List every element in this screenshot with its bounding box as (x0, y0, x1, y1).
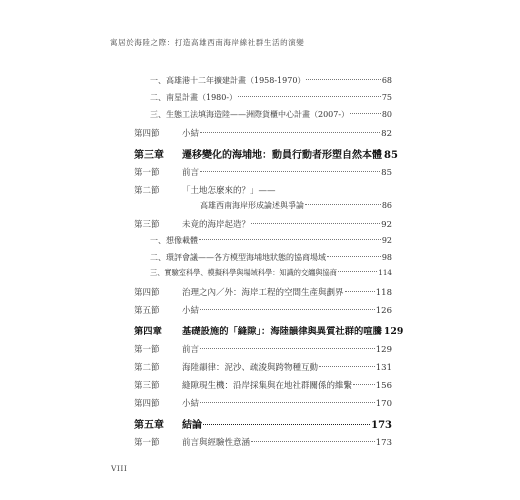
toc-entry-title: 治理之內／外：海岸工程的空間生產與劃界 (182, 288, 344, 298)
toc-entry-number: 第五節 (134, 306, 160, 316)
dot-leader (251, 223, 380, 224)
toc-entry (150, 75, 392, 86)
dot-leader (319, 366, 375, 367)
toc-entry-title: 小結 (182, 129, 200, 139)
dot-leader (238, 96, 381, 97)
toc-entry-page: 82 (381, 129, 392, 139)
toc-entry-page: 156 (375, 381, 392, 391)
toc-entry (150, 268, 392, 278)
toc-chapter (134, 323, 404, 337)
toc-entry-page: 86 (381, 201, 392, 210)
toc-entry-page: 170 (375, 399, 392, 409)
toc-entry (134, 184, 392, 196)
dot-leader (200, 402, 375, 403)
toc-entry-title: 一、想像載體 (150, 236, 198, 245)
dot-leader (338, 271, 377, 272)
toc-entry-title: 一、高雄港十二年擴建計畫（1958-1970） (150, 76, 306, 85)
toc-entry (134, 361, 392, 373)
toc-entry (134, 436, 392, 448)
toc-entry-title: 前言 (182, 345, 200, 355)
toc-chapter (134, 146, 398, 161)
toc-entry-number: 第三節 (134, 381, 160, 391)
dot-leader (199, 239, 381, 240)
toc-entry-page: 131 (375, 363, 392, 373)
dot-leader (353, 384, 375, 385)
toc-chapter-page: 85 (384, 150, 398, 161)
dot-leader (306, 79, 380, 80)
toc-chapter-page: 173 (371, 420, 392, 431)
dot-leader (200, 132, 380, 133)
toc-entry-page: 75 (381, 93, 392, 102)
toc-chapter-title: 結論 (182, 420, 202, 431)
toc-entry-title: 未竟的海岸起造？ (182, 220, 251, 230)
toc-entry (134, 166, 392, 178)
toc-entry (134, 218, 392, 230)
toc-entry-number: 第二節 (134, 363, 160, 373)
toc-entry-number: 第一節 (134, 168, 160, 178)
toc-entry (150, 92, 392, 103)
toc-entry-number: 第四節 (134, 129, 160, 139)
toc-entry-title: 海陸韻律：泥沙、疏浚與跨物種互動 (182, 363, 319, 373)
dot-leader (345, 291, 375, 292)
toc-entry-title: 高雄西南海岸形成論述與爭論 (200, 201, 304, 210)
toc-entry-page: 173 (375, 438, 392, 448)
toc-entry-number: 第二節 (134, 186, 160, 196)
toc-entry-number: 第一節 (134, 438, 160, 448)
toc-chapter-number: 第五章 (134, 420, 164, 431)
dot-leader (327, 256, 381, 257)
dot-leader (350, 113, 381, 114)
toc-chapter (134, 416, 392, 431)
dot-leader (200, 171, 380, 172)
toc-entry-title: 二、環評會議——各方模型海埔地狀態的協商場域 (150, 253, 326, 262)
toc-entry-title: 縫隙現生機：沿岸採集與在地社群關係的維繫 (182, 381, 353, 391)
toc-entry-page: 98 (381, 253, 392, 262)
toc-entry (134, 286, 392, 298)
toc-entry-page: 92 (381, 220, 392, 230)
running-header: 寓居於海陸之際：打造高雄西南海岸線社群生活的演變 (110, 38, 305, 47)
toc-entry-number: 第一節 (134, 345, 160, 355)
toc-entry-number: 第四節 (134, 399, 160, 409)
toc-entry-page: 85 (381, 168, 392, 178)
toc-chapter-title: 遷移變化的海埔地：動員行動者形塑自然本體 (182, 150, 382, 161)
dot-leader (200, 309, 375, 310)
toc-entry-page: 68 (381, 76, 392, 85)
toc-entry-title: 二、南星計畫（1980-） (150, 93, 238, 102)
toc-entry-page: 114 (378, 268, 392, 277)
dot-leader (251, 441, 375, 442)
toc-entry-number: 第四節 (134, 288, 160, 298)
toc-entry-title: 前言 (182, 168, 200, 178)
toc-entry (134, 127, 392, 139)
toc-entry-number: 第三節 (134, 220, 160, 230)
toc-entry (134, 343, 392, 355)
toc-entry-page: 118 (375, 288, 392, 298)
toc-entry (134, 304, 392, 316)
toc-entry-title: 小結 (182, 399, 200, 409)
toc-entry-page: 92 (381, 236, 392, 245)
toc-entry-page: 80 (381, 110, 392, 119)
toc-entry-page: 129 (375, 345, 392, 355)
toc-entry-title: 「土地怎麼來的？」—— (182, 186, 276, 196)
toc-entry-title: 小結 (182, 306, 200, 316)
dot-leader (203, 424, 370, 425)
toc-entry-title: 三、實驗室科學、模擬科學與場域科學：知識的交纏與協商 (150, 268, 337, 277)
toc-entry-title: 前言與經驗性意涵 (182, 438, 251, 448)
toc-entry (150, 235, 392, 246)
toc-chapter-number: 第四章 (134, 326, 162, 337)
toc-chapter-number: 第三章 (134, 150, 164, 161)
toc-chapter-title: 基礎設施的「縫隙」：海陸韻律與異質社群的喧騰 (182, 326, 382, 337)
dot-leader (305, 204, 381, 205)
toc-entry (134, 379, 392, 391)
toc-entry (134, 397, 392, 409)
toc-entry-title: 三、生態工法填海造陸——洲際貨櫃中心計畫（2007-） (150, 110, 350, 119)
toc-chapter-page: 129 (383, 326, 404, 337)
page-number: VIII (111, 464, 128, 473)
toc-entry (150, 252, 392, 263)
toc-entry-page: 126 (375, 306, 392, 316)
toc-entry-continuation (200, 200, 392, 211)
toc-entry (150, 109, 392, 120)
dot-leader (200, 348, 375, 349)
